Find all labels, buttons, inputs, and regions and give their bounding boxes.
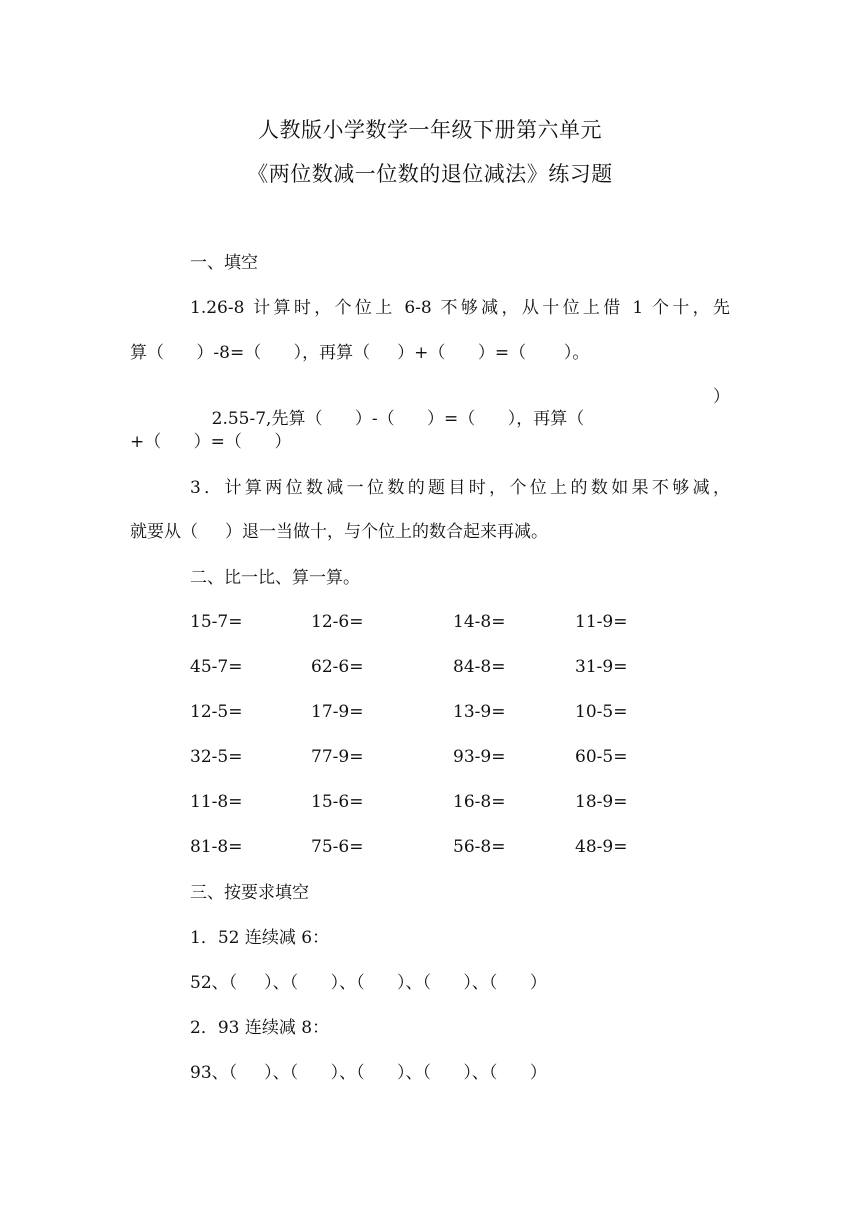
section-3-question-2-blanks: 93、（ ）、（ ）、（ ）、（ ）、（ ） — [190, 1063, 547, 1083]
problem-cell: 11-8= — [190, 792, 243, 812]
grid-row — [190, 791, 710, 836]
problem-cell: 77-9= — [311, 747, 364, 767]
section-3-heading: 三、按要求填空 — [190, 883, 309, 903]
problem-cell: 12-6= — [311, 612, 364, 632]
grid-row — [190, 701, 710, 746]
title-line-1: 人教版小学数学一年级下册第六单元 — [258, 118, 602, 142]
problem-cell: 15-7= — [190, 612, 243, 632]
problem-cell: 48-9= — [575, 837, 628, 857]
question-2-line-1-end: ） — [713, 387, 730, 407]
problem-cell: 62-6= — [311, 657, 364, 677]
problem-cell: 56-8= — [453, 837, 506, 857]
problem-cell: 84-8= — [453, 657, 506, 677]
problem-cell: 17-9= — [311, 702, 364, 722]
problem-cell: 93-9= — [453, 747, 506, 767]
question-3-line-2: 就要从（ ）退一当做十，与个位上的数合起来再减。 — [130, 522, 549, 542]
problem-cell: 32-5= — [190, 747, 243, 767]
question-2-line-1 — [190, 386, 730, 474]
problem-cell: 75-6= — [311, 837, 364, 857]
problem-cell: 18-9= — [575, 792, 628, 812]
problem-cell: 45-7= — [190, 657, 243, 677]
problem-cell: 60-5= — [575, 747, 628, 767]
problem-cell: 11-9= — [575, 612, 628, 632]
problem-cell: 15-6= — [311, 792, 364, 812]
section-3-question-2-label: 2．93 连续减 8： — [190, 1018, 330, 1038]
question-1-line-2: 算（ ）-8=（ ），再算（ ）+（ ）=（ ）。 — [130, 343, 590, 363]
problem-cell: 31-9= — [575, 657, 628, 677]
section-1-heading: 一、填空 — [190, 253, 258, 273]
title-line-2: 《两位数减一位数的退位减法》练习题 — [247, 162, 613, 186]
grid-row — [190, 746, 710, 791]
grid-row — [190, 836, 710, 881]
problem-cell: 13-9= — [453, 702, 506, 722]
problem-cell: 10-5= — [575, 702, 628, 722]
problem-cell: 12-5= — [190, 702, 243, 722]
question-1-line-1: 1.26-8 计算时，个位上 6-8 不够减，从十位上借 1 个十，先 — [190, 298, 730, 318]
grid-row — [190, 656, 710, 701]
problem-cell: 81-8= — [190, 837, 243, 857]
question-3-line-1: 3．计算两位数减一位数的题目时，个位上的数如果不够减， — [190, 478, 730, 498]
section-3-question-1-label: 1．52 连续减 6： — [190, 928, 330, 948]
problem-cell: 14-8= — [453, 612, 506, 632]
section-3-question-1-blanks: 52、（ ）、（ ）、（ ）、（ ）、（ ） — [190, 973, 547, 993]
problem-cell: 16-8= — [453, 792, 506, 812]
section-2-heading: 二、比一比、算一算。 — [190, 568, 360, 588]
grid-row — [190, 611, 710, 656]
arithmetic-grid — [190, 611, 710, 881]
question-2-line-1-text: 2.55-7,先算（ ）-（ ）=（ ），再算（ — [211, 409, 585, 429]
question-2-line-2: +（ ）=（ ） — [130, 432, 292, 452]
